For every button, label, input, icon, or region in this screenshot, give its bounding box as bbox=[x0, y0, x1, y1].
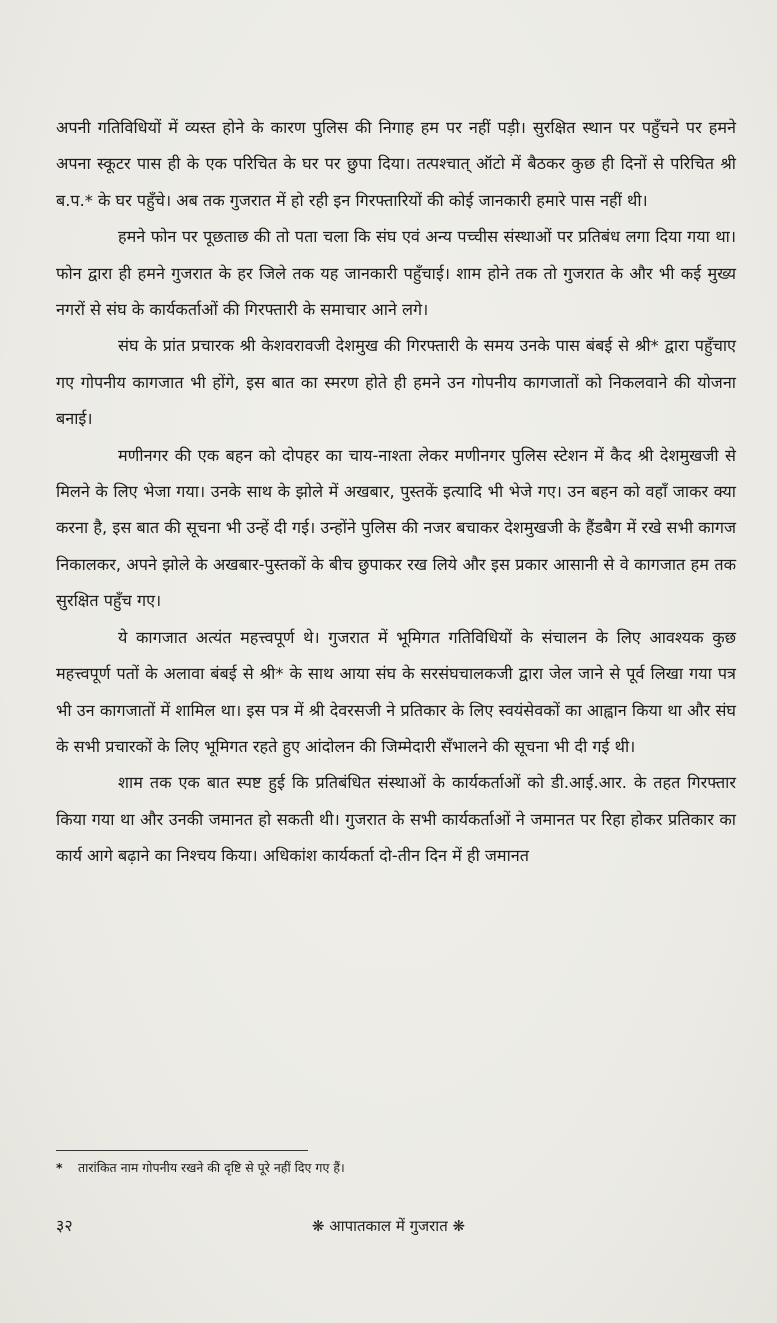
paragraph: हमने फोन पर पूछताछ की तो पता चला कि संघ एवं अन्य पच्चीस संस्थाओं पर प्रतिबंध लगा दिया गया था। फोन द्वारा ही हमने गुजरात के हर जिले तक यह जानकारी पहुँचाई। शाम होने तक तो गुजरात के और भी कई मुख्य नगरों से संघ के कार्यकर्ताओं की गिरफ्तारी के समाचार आने लगे। bbox=[56, 227, 736, 320]
page-number: ३२ bbox=[56, 1216, 73, 1235]
footnote bbox=[56, 1158, 736, 1178]
paragraph: संघ के प्रांत प्रचारक श्री केशवरावजी देशमुख की गिरफ्तारी के समय उनके पास बंबई से श्री* द्वारा पहुँचाए गए गोपनीय कागजात भी होंगे, इस बात का स्मरण होते ही हमने उन गोपनीय कागजातों को निकलवाने की योजना बनाई। bbox=[56, 336, 736, 429]
paragraph: ये कागजात अत्यंत महत्त्वपूर्ण थे। गुजरात में भूमिगत गतिविधियों के संचालन के लिए आवश्यक कुछ महत्त्वपूर्ण पतों के अलावा बंबई से श्री* के साथ आया संघ के सरसंघचालकजी द्वारा जेल जाने से पूर्व लिखा गया पत्र भी उन कागजातों में शामिल था। इस पत्र में श्री देवरसजी ने प्रतिकार के लिए स्वयंसेवकों का आह्वान किया था और संघ के सभी प्रचारकों के लिए भूमिगत रहते हुए आंदोलन की जिम्मेदारी सँभालने की सूचना भी दी गई थी। bbox=[56, 627, 736, 756]
asterism-icon: ❋ bbox=[311, 1217, 325, 1235]
running-title: आपातकाल में गुजरात bbox=[329, 1217, 448, 1235]
footnote-divider bbox=[56, 1150, 308, 1151]
body-text bbox=[56, 110, 736, 875]
footnote-marker: * bbox=[56, 1160, 63, 1175]
paragraph: मणीनगर की एक बहन को दोपहर का चाय-नाश्ता लेकर मणीनगर पुलिस स्टेशन में कैद श्री देशमुखजी से मिलने के लिए भेजा गया। उनके साथ के झोले में अखबार, पुस्तकें इत्यादि भी भेजे गए। उन बहन को वहाँ जाकर क्या करना है, इस बात की सूचना भी उन्हें दी गई। उन्होंने पुलिस की नजर बचाकर देशमुखजी के हैंडबैग में रखे सभी कागज निकालकर, अपने झोले के अखबार-पुस्तकों के बीच छुपाकर रख लिये और इस प्रकार आसानी से वे कागजात हम तक सुरक्षित पहुँच गए। bbox=[56, 445, 736, 611]
asterism-icon: ❋ bbox=[452, 1217, 466, 1235]
paragraph: शाम तक एक बात स्पष्ट हुई कि प्रतिबंधित संस्थाओं के कार्यकर्ताओं को डी.आई.आर. के तहत गिरफ्तार किया गया था और उनकी जमानत हो सकती थी। गुजरात के सभी कार्यकर्ताओं ने जमानत पर रिहा होकर प्रतिकार का कार्य आगे बढ़ाने का निश्चय किया। अधिकांश कार्यकर्ता दो-तीन दिन में ही जमानत bbox=[56, 773, 736, 866]
footnote-text: तारांकित नाम गोपनीय रखने की दृष्टि से पूरे नहीं दिए गए हैं। bbox=[78, 1160, 345, 1175]
paragraph: अपनी गतिविधियों में व्यस्त होने के कारण पुलिस की निगाह हम पर नहीं पड़ी। सुरक्षित स्थान पर पहुँचने पर हमने अपना स्कूटर पास ही के एक परिचित के घर पर छुपा दिया। तत्पश्चात् ऑटो में बैठकर कुछ ही दिनों से परिचित श्री ब.प.* के घर पहुँचे। अब तक गुजरात में हो रही इन गिरफ्तारियों की कोई जानकारी हमारे पास नहीं थी। bbox=[56, 118, 736, 210]
running-footer bbox=[0, 1215, 777, 1237]
